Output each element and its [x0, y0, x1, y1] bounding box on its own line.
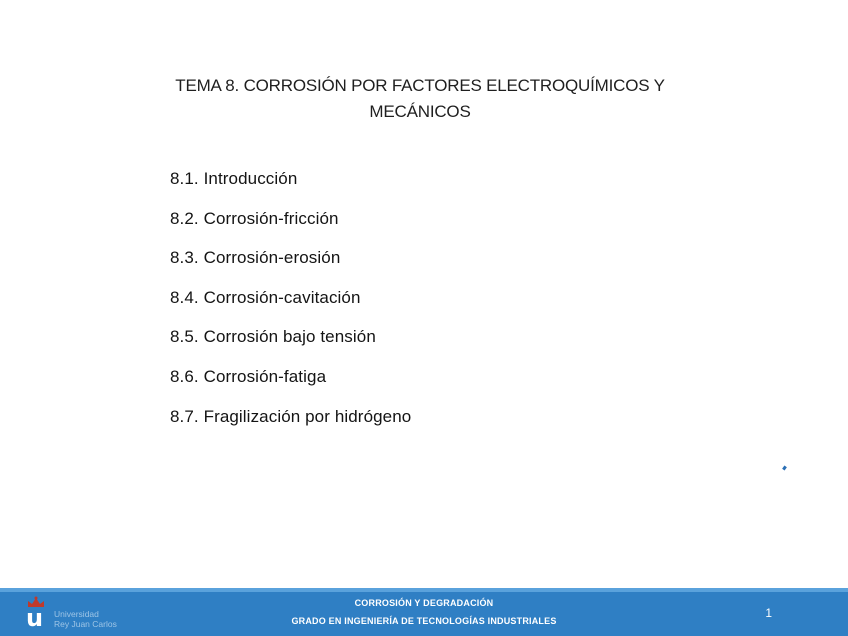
- slide-title-line-2: MECÁNICOS: [369, 102, 471, 121]
- logo-line-1: Universidad: [54, 609, 99, 619]
- toc-item-8-2: 8.2. Corrosión-fricción: [170, 208, 339, 228]
- slide-footer: [0, 588, 848, 636]
- footer-course-info: [0, 594, 848, 630]
- toc-item-8-3: 8.3. Corrosión-erosión: [170, 248, 341, 268]
- toc-item-8-7: 8.7. Fragilización por hidrógeno: [170, 406, 412, 426]
- toc-item-8-1: 8.1. Introducción: [170, 169, 298, 188]
- footer-course-name: CORROSIÓN Y DEGRADACIÓN: [354, 598, 494, 608]
- footer-degree-name: GRADO EN INGENIERÍA DE TECNOLOGÍAS INDUSTRIALES: [291, 616, 557, 626]
- table-of-contents: [170, 168, 411, 445]
- slide-title: [150, 73, 690, 125]
- logo-letter: u: [26, 604, 44, 632]
- toc-item-8-5: 8.5. Corrosión bajo tensión: [170, 327, 376, 347]
- page-number: 1: [765, 606, 772, 620]
- logo-line-2: Rey Juan Carlos: [54, 619, 117, 629]
- toc-item-8-4: 8.4. Corrosión-cavitación: [170, 287, 361, 307]
- stray-mark: [782, 466, 787, 471]
- footer-accent-bar: [0, 588, 848, 592]
- toc-item-8-6: 8.6. Corrosión-fatiga: [170, 366, 327, 386]
- slide-title-line-1: TEMA 8. CORROSIÓN POR FACTORES ELECTROQUÍMICOS Y: [175, 76, 665, 95]
